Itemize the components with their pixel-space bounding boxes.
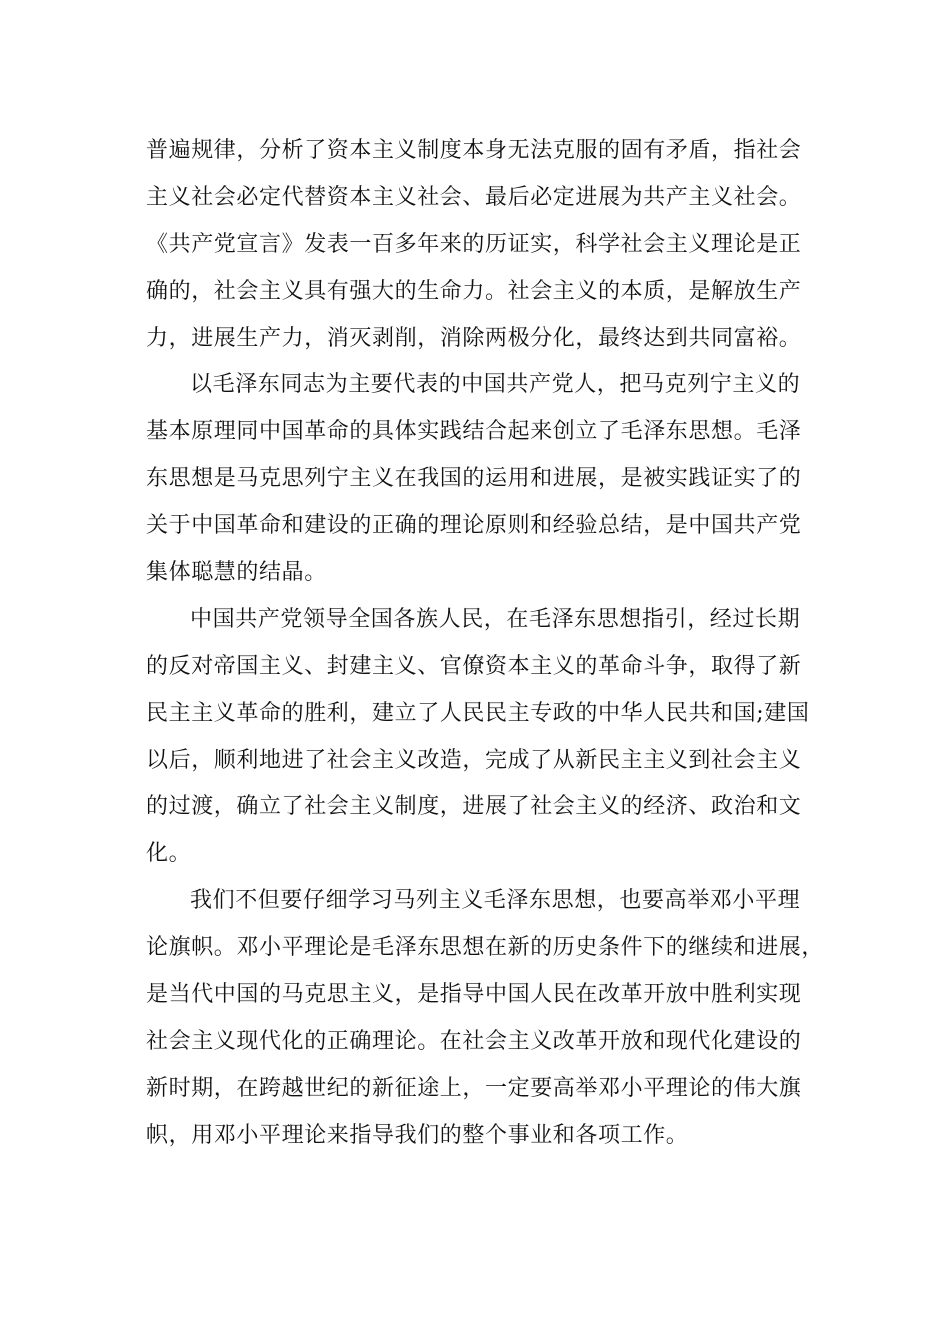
- text-line: 主义社会必定代替资本主义社会、最后必定进展为共产主义社会。: [146, 184, 802, 210]
- paragraph-2: [146, 362, 816, 596]
- document-body: [146, 128, 825, 1160]
- paragraph-3: [146, 597, 816, 878]
- text-line: 集体聪慧的结晶。: [146, 560, 327, 586]
- text-line: 关于中国革命和建设的正确的理论原则和经验总结，是中国共产党: [146, 513, 802, 539]
- text-line: 的反对帝国主义、封建主义、官僚资本主义的革命斗争，取得了新: [146, 653, 802, 679]
- text-line-first: 我们不但要仔细学习马列主义毛泽东思想，也要高举邓小平理: [190, 888, 801, 914]
- text-line: 是当代中国的马克思主义，是指导中国人民在改革开放中胜利实现: [146, 982, 802, 1008]
- text-line: 《共产党宣言》发表一百多年来的历证实，科学社会主义理论是正: [146, 231, 802, 257]
- text-line: 新时期，在跨越世纪的新征途上，一定要高举邓小平理论的伟大旗: [146, 1075, 802, 1101]
- text-line: 东思想是马克思列宁主义在我国的运用和进展，是被实践证实了的: [146, 466, 802, 492]
- text-line: 帜，用邓小平理论来指导我们的整个事业和各项工作。: [146, 1122, 689, 1148]
- text-line: 社会主义现代化的正确理论。在社会主义改革开放和现代化建设的: [146, 1028, 802, 1054]
- text-line: 论旗帜。邓小平理论是毛泽东思想在新的历史条件下的继续和进展，: [146, 935, 825, 961]
- text-line: 基本原理同中国革命的具体实践结合起来创立了毛泽东思想。毛泽: [146, 419, 802, 445]
- text-line: 民主主义革命的胜利，建立了人民民主专政的中华人民共和国;建国: [146, 700, 810, 726]
- text-line: 普遍规律，分析了资本主义制度本身无法克服的固有矛盾，指社会: [146, 138, 802, 163]
- text-line: 确的，社会主义具有强大的生命力。社会主义的本质，是解放生产: [146, 278, 802, 304]
- text-line-first: 以毛泽东同志为主要代表的中国共产党人，把马克列宁主义的: [190, 372, 801, 398]
- paragraph-4: [146, 878, 825, 1159]
- text-line: 化。: [146, 841, 192, 867]
- text-line-first: 中国共产党领导全国各族人民，在毛泽东思想指引，经过长期: [190, 606, 801, 632]
- text-line: 以后，顺利地进了社会主义改造，完成了从新民主主义到社会主义: [146, 747, 802, 773]
- text-line: 的过渡，确立了社会主义制度，进展了社会主义的经济、政治和文: [146, 794, 802, 820]
- paragraph-1: [146, 128, 816, 362]
- text-line: 力，进展生产力，消灭剥削，消除两极分化，最终达到共同富裕。: [146, 325, 802, 351]
